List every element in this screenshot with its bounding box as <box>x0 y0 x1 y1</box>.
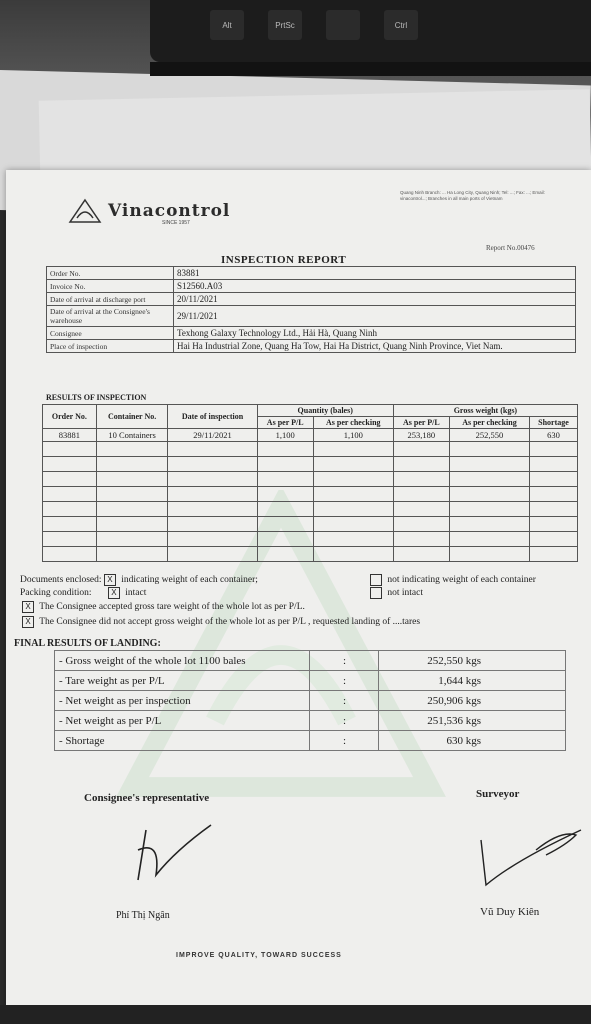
landing-value: 1,644 kgs <box>379 671 566 691</box>
cell-qty-pl: 1,100 <box>257 429 313 442</box>
table-header-row <box>43 405 578 417</box>
accepted-line <box>22 601 305 613</box>
documents-enclosed-line <box>20 574 258 586</box>
info-value: 20/11/2021 <box>174 293 576 306</box>
info-value: 29/11/2021 <box>174 306 576 327</box>
checkbox-weight-indicated[interactable]: X <box>104 574 116 586</box>
company-name: Vinacontrol <box>108 201 231 221</box>
checkbox-weight-not-indicated[interactable] <box>370 574 382 586</box>
table-row <box>43 532 578 547</box>
documents-enclosed-alt <box>370 574 536 586</box>
results-table <box>42 404 578 562</box>
page-title: INSPECTION REPORT <box>221 254 347 266</box>
info-label: Order No. <box>47 267 174 280</box>
surveyor-name: Vũ Duy Kiên <box>480 906 540 918</box>
table-row <box>43 442 578 457</box>
table-row <box>55 651 566 671</box>
packing-condition-line <box>20 587 146 599</box>
company-address: Quang Ninh Branch: ... Ha Long City, Quang Ninh; Tel: ...; Fax: ...; Email: vinacontrol...; Branches in all main ports of Vietnam <box>400 190 545 201</box>
info-label: Date of arrival at the Consignee's warehouse <box>47 306 174 327</box>
cell-qty-checking: 1,100 <box>313 429 393 442</box>
results-heading: RESULTS OF INSPECTION <box>46 393 147 402</box>
cell-container: 10 Containers <box>96 429 168 442</box>
consignee-name: Phí Thị Ngân <box>116 910 170 921</box>
landing-value: 252,550 kgs <box>379 651 566 671</box>
col-gross-checking: As per checking <box>449 417 529 429</box>
documents-enclosed-label: Documents enclosed: <box>20 575 102 586</box>
consignee-title: Consignee's representative <box>84 792 210 804</box>
checkbox-label: The Consignee accepted gross tare weight of the whole lot as per P/L. <box>39 602 305 613</box>
separator: : <box>310 651 379 671</box>
landing-value: 630 kgs <box>379 731 566 751</box>
separator: : <box>310 711 379 731</box>
inspection-report-sheet <box>6 170 591 1010</box>
company-logo <box>68 198 230 224</box>
packing-condition-alt <box>370 587 423 599</box>
table-row <box>47 306 576 327</box>
landing-label: - Shortage <box>55 731 310 751</box>
separator: : <box>310 731 379 751</box>
col-qty-checking: As per checking <box>313 417 393 429</box>
table-row <box>47 280 576 293</box>
table-row <box>43 517 578 532</box>
landing-label: - Net weight as per P/L <box>55 711 310 731</box>
cell-gross-checking: 252,550 <box>449 429 529 442</box>
info-label: Invoice No. <box>47 280 174 293</box>
checkbox-label: not indicating weight of each container <box>387 575 536 586</box>
checkbox-label: not intact <box>387 588 423 599</box>
col-qty-pl: As per P/L <box>257 417 313 429</box>
vinacontrol-emblem-icon <box>68 198 102 224</box>
footer-slogan: IMPROVE QUALITY, TOWARD SUCCESS <box>176 952 342 959</box>
checkbox-label: The Consignee did not accept gross weight of the whole lot as per P/L , requested landing of ....tares <box>39 617 421 628</box>
info-value: 83881 <box>174 267 576 280</box>
checkbox-not-intact[interactable] <box>370 587 382 599</box>
landing-table <box>54 650 566 751</box>
table-row <box>55 731 566 751</box>
landing-value: 251,536 kgs <box>379 711 566 731</box>
landing-value: 250,906 kgs <box>379 691 566 711</box>
report-number: Report No.00476 <box>486 244 535 252</box>
separator: : <box>310 691 379 711</box>
keyboard-edge <box>150 62 591 76</box>
table-row <box>47 340 576 353</box>
col-gross-pl: As per P/L <box>393 417 449 429</box>
table-row <box>55 671 566 691</box>
checkbox-not-accepted[interactable]: X <box>22 616 34 628</box>
table-row <box>47 267 576 280</box>
table-row <box>43 487 578 502</box>
info-value: Texhong Galaxy Technology Ltd., Hải Hà, Quang Ninh <box>174 327 576 340</box>
table-row <box>55 711 566 731</box>
keyboard <box>150 0 591 62</box>
not-accepted-line <box>22 616 420 628</box>
landing-label: - Gross weight of the whole lot 1100 bales <box>55 651 310 671</box>
info-value: Hai Ha Industrial Zone, Quang Ha Tow, Hai Ha District, Quang Ninh Province, Viet Nam. <box>174 340 576 353</box>
keyboard-key: Alt <box>210 10 244 40</box>
table-row <box>43 457 578 472</box>
surveyor-title: Surveyor <box>476 788 520 800</box>
cell-order: 83881 <box>43 429 97 442</box>
landing-label: - Net weight as per inspection <box>55 691 310 711</box>
surveyor-signature-icon <box>476 810 586 890</box>
order-info-table <box>46 266 576 353</box>
table-row <box>43 472 578 487</box>
table-row <box>43 547 578 562</box>
cell-shortage: 630 <box>529 429 577 442</box>
col-gross-weight: Gross weight (kgs) <box>393 405 577 417</box>
col-shortage: Shortage <box>529 417 577 429</box>
info-label: Date of arrival at discharge port <box>47 293 174 306</box>
desk-edge <box>0 1005 591 1024</box>
cell-gross-pl: 253,180 <box>393 429 449 442</box>
packing-label: Packing condition: <box>20 588 92 599</box>
checkbox-intact[interactable]: X <box>108 587 120 599</box>
checkbox-label: intact <box>125 588 147 599</box>
cell-date: 29/11/2021 <box>168 429 257 442</box>
info-label: Consignee <box>47 327 174 340</box>
separator: : <box>310 671 379 691</box>
table-row <box>43 502 578 517</box>
landing-heading: FINAL RESULTS OF LANDING: <box>14 638 161 649</box>
info-label: Place of inspection <box>47 340 174 353</box>
col-date: Date of inspection <box>168 405 257 429</box>
col-quantity: Quantity (bales) <box>257 405 393 417</box>
table-row <box>55 691 566 711</box>
col-order: Order No. <box>43 405 97 429</box>
col-container: Container No. <box>96 405 168 429</box>
landing-label: - Tare weight as per P/L <box>55 671 310 691</box>
keyboard-key <box>326 10 360 40</box>
checkbox-label: indicating weight of each container; <box>121 575 258 586</box>
checkbox-accepted[interactable]: X <box>22 601 34 613</box>
consignee-signature-icon <box>116 810 226 890</box>
table-row <box>47 293 576 306</box>
info-value: S12560.A03 <box>174 280 576 293</box>
logo-subtitle: SINCE 1957 <box>162 220 190 226</box>
keyboard-key: Ctrl <box>384 10 418 40</box>
table-row <box>43 429 578 442</box>
keyboard-key: PrtSc <box>268 10 302 40</box>
table-row <box>47 327 576 340</box>
